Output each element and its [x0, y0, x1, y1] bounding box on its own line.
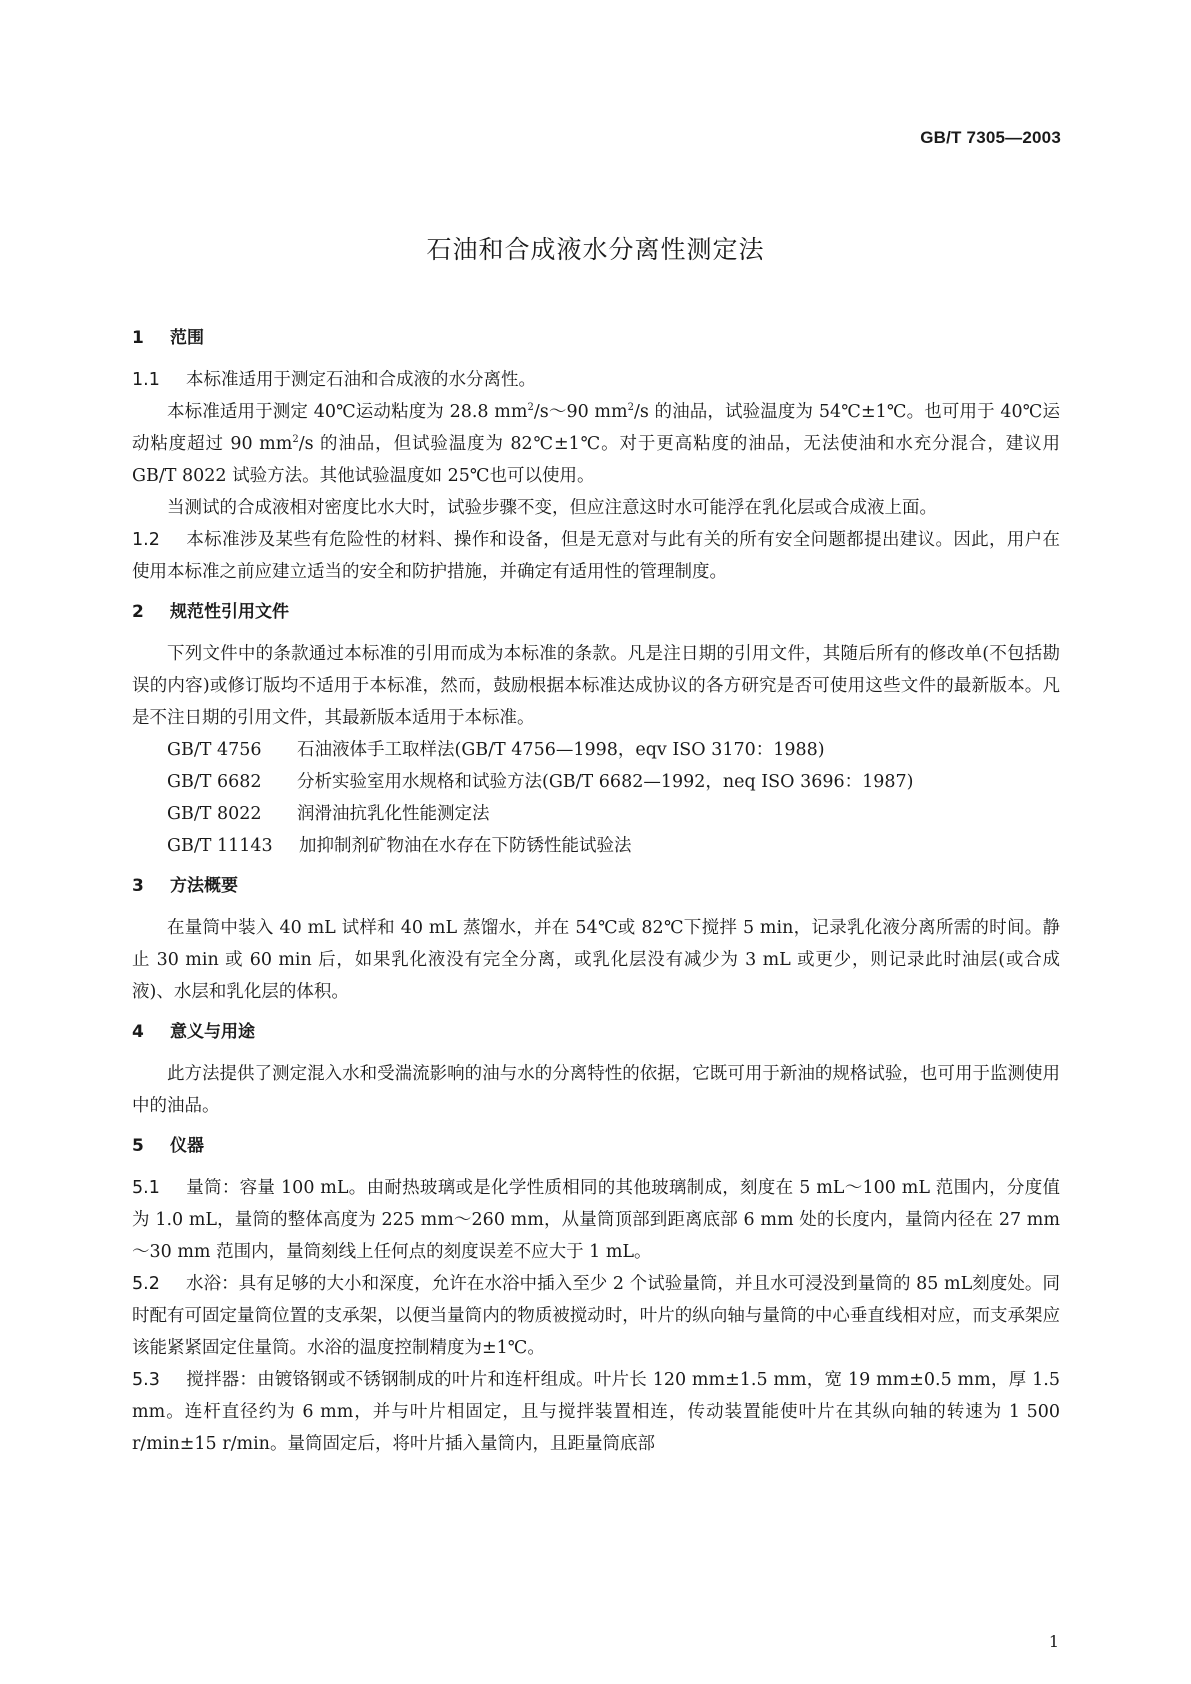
clause-1-1: 1.1 本标准适用于测定石油和合成液的水分离性。: [132, 370, 536, 390]
paragraph: 当测试的合成液相对密度比水大时，试验步骤不变，但应注意这时水可能浮在乳化层或合成液上面。: [167, 498, 937, 518]
section-heading: 1 范围: [132, 328, 204, 348]
section-heading: 5 仪器: [132, 1136, 204, 1156]
section-heading: 2 规范性引用文件: [132, 602, 289, 622]
paragraph: 下列文件中的条款通过本标准的引用而成为本标准的条款。凡是注日期的引用文件，其随后所有的修改单(不包括勘误的内容)或修订版均不适用于本标准，然而，鼓励根据本标准达成协议的各方研究是否可使用这些文件的最新版本。凡是不注日期的引用文件，其最新版本适用于本标准。: [132, 644, 1060, 728]
reference-item: GB/T 11143 加抑制剂矿物油在水存在下防锈性能试验法: [167, 836, 632, 856]
reference-item: GB/T 4756 石油液体手工取样法(GB/T 4756—1998，eqv ISO 3170：1988): [167, 740, 825, 760]
paragraph: 本标准适用于测定 40℃运动粘度为 28.8 $mm^2/s\sim 90$ $mm^2/s$ 的油品，试验温度为 54℃±1℃。也可用于 40℃运动粘度超过 90 $mm^2/s$ 的油品，但试验温度为 82℃±1℃。对于更高粘度的油品，无法使油和水充分混合，建议用 GB/T 8022 试验方法。其他试验温度如 25℃也可以使用。: [132, 402, 1060, 486]
section-heading: 4 意义与用途: [132, 1022, 255, 1042]
document-title: 石油和合成液水分离性测定法: [426, 235, 765, 264]
clause-5-3: 5.3 搅拌器：由镀铬钢或不锈钢制成的叶片和连杆组成。叶片长 120 mm±1.5 mm，宽 19 mm±0.5 mm，厚 1.5 mm。连杆直径约为 6 mm，并与叶片相固定，且与搅拌装置相连，传动装置能使叶片在其纵向轴的转速为 1 500 r/min±15 r/min。量筒固定后，将叶片插入量筒内，且距量筒底部: [132, 1370, 1060, 1454]
document-body: [132, 322, 1060, 1460]
reference-item: GB/T 6682 分析实验室用水规格和试验方法(GB/T 6682—1992，neq ISO 3696：1987): [167, 772, 914, 792]
paragraph: 此方法提供了测定混入水和受湍流影响的油与水的分离特性的依据，它既可用于新油的规格试验，也可用于监测使用中的油品。: [132, 1064, 1060, 1116]
clause-5-1: 5.1 量筒：容量 100 mL。由耐热玻璃或是化学性质相同的其他玻璃制成，刻度在 5 mL～100 mL 范围内，分度值为 1.0 mL，量筒的整体高度为 225 mm～260 mm，从量筒顶部到距离底部 6 mm 处的长度内，量筒内径在 27 mm～30 mm 范围内，量筒刻线上任何点的刻度误差不应大于 1 mL。: [132, 1178, 1060, 1262]
clause-5-2: 5.2 水浴：具有足够的大小和深度，允许在水浴中插入至少 2 个试验量筒，并且水可浸没到量筒的 85 mL刻度处。同时配有可固定量筒位置的支承架，以便当量筒内的物质被搅动时，叶片的纵向轴与量筒的中心垂直线相对应，而支承架应该能紧紧固定住量筒。水浴的温度控制精度为±1℃。: [132, 1274, 1060, 1358]
standard-code: GB/T 7305—2003: [920, 128, 1061, 147]
page-number: 1: [1048, 1632, 1059, 1651]
paragraph: 在量筒中装入 40 mL 试样和 40 mL 蒸馏水，并在 54℃或 82℃下搅拌 5 min，记录乳化液分离所需的时间。静止 30 min 或 60 min 后，如果乳化液没有完全分离，或乳化层没有减少为 3 mL 或更少，则记录此时油层(或合成液)、水层和乳化层的体积。: [132, 918, 1060, 1002]
section-heading: 3 方法概要: [132, 876, 238, 896]
clause-1-2: 1.2 本标准涉及某些有危险性的材料、操作和设备，但是无意对与此有关的所有安全问题都提出建议。因此，用户在使用本标准之前应建立适当的安全和防护措施，并确定有适用性的管理制度。: [132, 530, 1060, 582]
reference-item: GB/T 8022 润滑油抗乳化性能测定法: [167, 804, 490, 824]
